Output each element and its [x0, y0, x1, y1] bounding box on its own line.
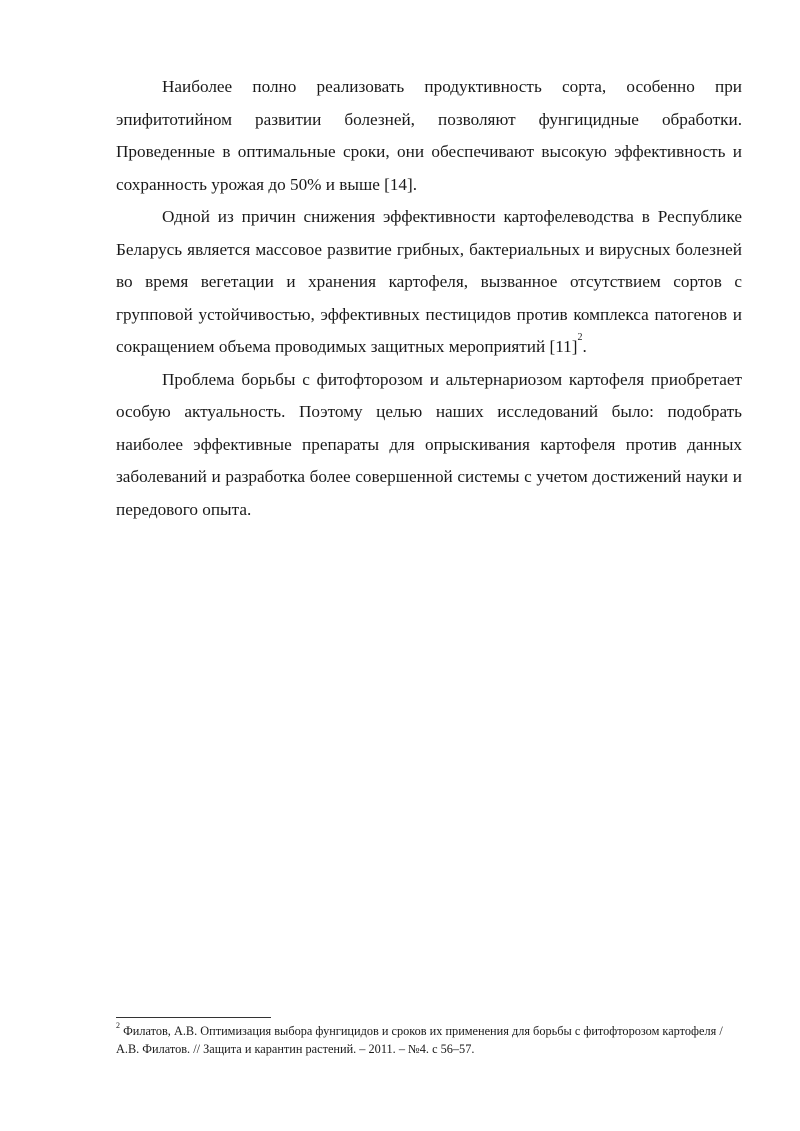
paragraph-1-text: Наиболее полно реализовать продуктивность сорта, особенно при эпифитотийном развитии болезней, позволяют фунгицидные обработки. Проведенные в оптимальные сроки, они обеспечивают высокую эффективность и сохранность урожая до 50% и выше [14]. [116, 77, 742, 194]
footnote-separator [116, 1017, 271, 1018]
paragraph-1 [116, 71, 742, 201]
paragraph-2-tail: . [582, 337, 587, 356]
paragraph-3-text: Проблема борьбы с фитофторозом и альтернариозом картофеля приобретает особую актуальность. Поэтому целью наших исследований было: подобрать наиболее эффективные препараты для опрыскивания картофеля против данных заболеваний и разработка более совершенной системы с учетом достижений науки и передового опыта. [116, 369, 742, 519]
footnote-mark: 2 [116, 1021, 120, 1030]
footnote [116, 1022, 742, 1058]
body-text [116, 71, 742, 526]
paragraph-2-text: Одной из причин снижения эффективности картофелеводства в Республике Беларусь является массовое развитие грибных, бактериальных и вирусных болезней во время вегетации и хранения картофеля, вызванное отсутствием сортов с групповой устойчивостью, эффективных пестицидов против комплекса патогенов и сокращением объема проводимых защитных мероприятий [11] [116, 207, 742, 356]
paragraph-3 [116, 364, 742, 527]
paragraph-2 [116, 201, 742, 364]
footnote-reference[interactable]: 2 [577, 332, 583, 343]
footnote-text: Филатов, А.В. Оптимизация выбора фунгицидов и сроков их применения для борьбы с фитофторозом картофеля /А.В. Филатов. // Защита и карантин растений. – 2011. – №4. с 56–57. [116, 1024, 723, 1056]
